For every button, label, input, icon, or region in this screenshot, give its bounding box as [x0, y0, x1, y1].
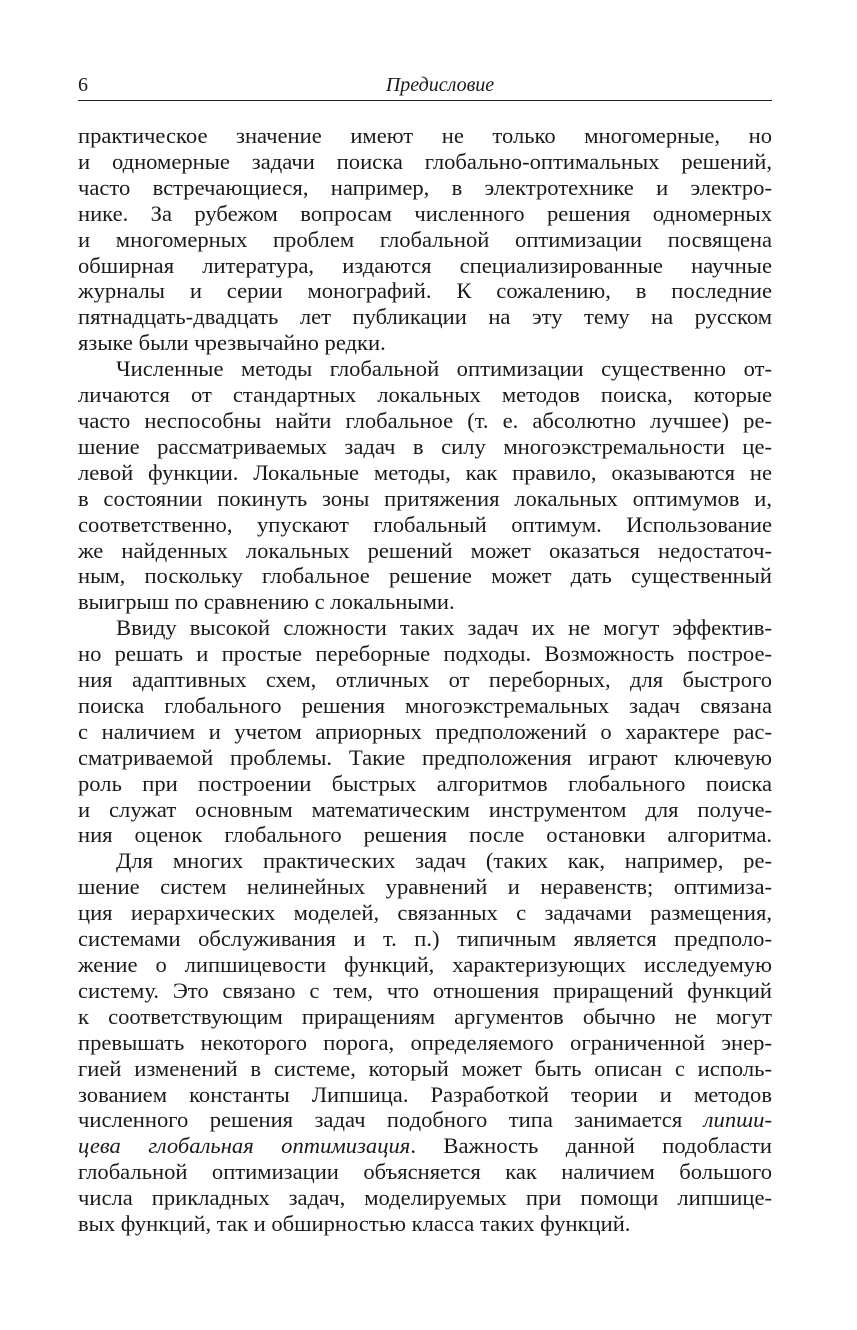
text-line: ния оценок глобального решения после остановки алгоритма. — [78, 822, 772, 848]
body-text — [78, 123, 772, 1237]
page-number: 6 — [78, 74, 88, 96]
text-line: в состоянии покинуть зоны притяжения локальных оптимумов и, — [78, 485, 772, 511]
italic-term: цева глобальная оптимизация — [78, 1133, 411, 1159]
text-line: с наличием и учетом априорных предположений о характере рас- — [78, 718, 772, 744]
text-line: практическое значение имеют не только многомерные, но — [78, 123, 772, 148]
text-run: численного решения задач подобного типа занимается — [78, 1107, 704, 1133]
text-line: сматриваемой проблемы. Такие предположения играют ключевую — [78, 744, 772, 770]
paragraph-4 — [78, 848, 772, 1237]
text-run: . Важность данной подобласти — [410, 1133, 773, 1159]
page-header — [78, 72, 772, 101]
text-line: левой функции. Локальные методы, как правило, оказываются не — [78, 459, 772, 485]
paragraph-2 — [78, 356, 772, 615]
text-line: шение рассматриваемых задач в силу многоэкстремальности це- — [78, 433, 772, 459]
text-line: роль при построении быстрых алгоритмов глобального поиска — [78, 770, 772, 796]
text-line: же найденных локальных решений может оказаться недостаточ- — [78, 537, 772, 563]
text-line: Для многих практических задач (таких как, например, ре- — [116, 848, 772, 874]
book-page — [78, 72, 772, 1237]
text-line: поиска глобального решения многоэкстремальных задач связана — [78, 692, 772, 718]
text-line: журналы и серии монографий. К сожалению, в последние — [78, 278, 772, 304]
text-line: нике. За рубежом вопросам численного решения одномерных — [78, 200, 772, 226]
text-line: и одномерные задачи поиска глобально-оптимальных решений, — [78, 148, 772, 174]
text-line — [78, 1133, 772, 1159]
text-line: превышать некоторого порога, определяемого ограниченной энер- — [78, 1029, 772, 1055]
text-line: пятнадцать-двадцать лет публикации на эту тему на русском — [78, 304, 772, 330]
text-line: систему. Это связано с тем, что отношения приращений функций — [78, 977, 772, 1003]
text-line: личаются от стандартных локальных методов поиска, которые — [78, 382, 772, 408]
paragraph-3 — [78, 615, 772, 848]
text-line: часто встречающиеся, например, в электротехнике и электро- — [78, 174, 772, 200]
text-line: Ввиду высокой сложности таких задач их не могут эффектив- — [116, 615, 772, 641]
text-line: жение о липшицевости функций, характеризующих исследуемую — [78, 952, 772, 977]
running-title: Предисловие — [385, 74, 495, 96]
text-line: системами обслуживания и т. п.) типичным является предполо- — [78, 926, 772, 952]
text-line: глобальной оптимизации объясняется как наличием большого — [78, 1159, 772, 1185]
text-line: ния адаптивных схем, отличных от переборных, для быстрого — [78, 667, 772, 693]
text-line: и многомерных проблем глобальной оптимизации посвящена — [78, 226, 772, 252]
text-line: языке были чрезвычайно редки. — [78, 330, 386, 356]
paragraph-1 — [78, 123, 772, 356]
text-line: но решать и простые переборные подходы. Возможность построе- — [78, 641, 772, 667]
text-line: соответственно, упускают глобальный оптимум. Использование — [78, 511, 772, 537]
text-line: ным, поскольку глобальное решение может дать существенный — [78, 563, 772, 589]
text-line: вых функций, так и обширностью класса таких функций. — [78, 1211, 631, 1237]
text-line: Численные методы глобальной оптимизации существенно от- — [116, 356, 772, 382]
text-line: обширная литература, издаются специализированные научные — [78, 252, 772, 278]
text-line: выигрыш по сравнению с локальными. — [78, 589, 455, 615]
text-line: и служат основным математическим инструментом для получе- — [78, 796, 772, 822]
text-line: часто неспособны найти глобальное (т. е. абсолютно лучшее) ре- — [78, 407, 772, 433]
text-line: зованием константы Липшица. Разработкой теории и методов — [78, 1081, 772, 1107]
text-line: гией изменений в системе, который может быть описан с исполь- — [78, 1055, 772, 1081]
text-line: шение систем нелинейных уравнений и неравенств; оптимиза- — [78, 874, 772, 900]
text-line: ция иерархических моделей, связанных с задачами размещения, — [78, 900, 772, 926]
text-line — [78, 1107, 772, 1133]
text-line: числа прикладных задач, моделируемых при помощи липшице- — [78, 1185, 772, 1211]
italic-term: липши- — [703, 1107, 772, 1133]
text-line: к соответствующим приращениям аргументов обычно не могут — [78, 1003, 772, 1029]
